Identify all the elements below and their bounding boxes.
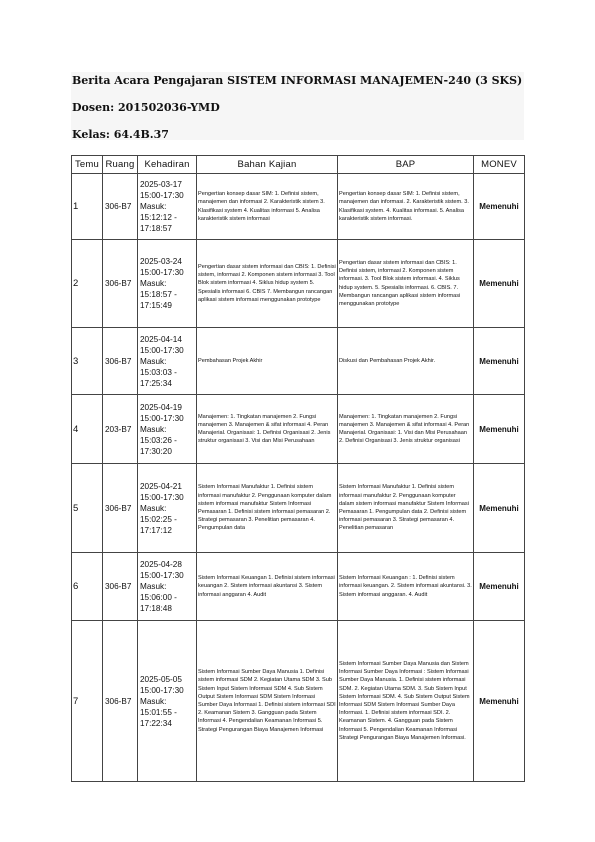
cell-bahan-kajian: Sistem Informasi Sumber Daya Manusia 1. Definisi sistem informasi SDM 2. Kegiatan Utama SDM 3. Sub Sistem Input Sistem Informasi SDM 4. Sub Sistem Output Sistem Informasi SDM Sistem Informasi Sumber Daya Informasi 1. Definisi sistem informasi SDI 2. Keamanan Sistem 3. Gangguan pada Sistem Informasi 4. Pengendalian Keamanan Informasi 5. Strategi Pengurangan Biaya Manajemen Informasi xyxy=(197,621,338,782)
cell-monev: Memenuhi xyxy=(474,464,525,553)
cell-temu: 7 xyxy=(72,621,103,782)
column-header-bap: BAP xyxy=(338,156,474,174)
cell-monev: Memenuhi xyxy=(474,174,525,240)
cell-bahan-kajian: Sistem Informasi Keuangan 1. Definisi sistem informasi keuangan 2. Sistem informasi akuntansi 3. Sistem informasi anggaran 4. Audit xyxy=(197,553,338,621)
cell-ruang: 306-B7 xyxy=(103,464,138,553)
table-row xyxy=(72,240,525,328)
table-row xyxy=(72,621,525,782)
cell-monev: Memenuhi xyxy=(474,621,525,782)
cell-temu: 5 xyxy=(72,464,103,553)
cell-bap: Sistem Informasi Keuangan : 1. Definisi sistem informasi keuangan. 2. Sistem informasi akuntansi. 3. Sistem informasi anggaran. 4. Audit xyxy=(338,553,474,621)
cell-bahan-kajian: Pembahasan Projek Akhir xyxy=(197,328,338,395)
report-title: Berita Acara Pengajaran SISTEM INFORMASI MANAJEMEN-240 (3 SKS) xyxy=(72,74,523,87)
cell-ruang: 306-B7 xyxy=(103,240,138,328)
cell-bahan-kajian: Sistem Informasi Manufaktur 1. Definisi sistem informasi manufaktur 2. Penggunaan komputer dalam sistem informasi manufaktur Sistem Informasi Pemasaran 1. Definisi sistem informasi pemasaran 2. Strategi pemasaran 3. Penelitian pemasaran 4. Pengumpulan data xyxy=(197,464,338,553)
attendance-table xyxy=(71,155,525,782)
column-header-monev: MONEV xyxy=(474,156,525,174)
table-header-row xyxy=(72,156,525,174)
cell-bap: Pengertian konsep dasar SIM: 1. Definisi sistem, manajemen dan informasi. 2. Karakteristik sistem. 3. Klasifikasi system. 4. Kualitas informasi. 5. Analisa karakteristik sistem informasi. xyxy=(338,174,474,240)
cell-kehadiran: 2025-04-28 15:00-17:30 Masuk: 15:06:00 - 17:18:48 xyxy=(138,553,197,621)
cell-monev: Memenuhi xyxy=(474,395,525,464)
cell-ruang: 203-B7 xyxy=(103,395,138,464)
cell-bahan-kajian: Pengertian konsep dasar SIM: 1. Definisi sistem, manajemen dan informasi 2. Karakteristik sistem 3. Klasifikasi system 4. Kualitas informasi 5. Analisa karakteristik sistem informasi xyxy=(197,174,338,240)
cell-ruang: 306-B7 xyxy=(103,174,138,240)
cell-bap: Sistem Informasi Sumber Daya Manusia dan Sistem Informasi Sumber Daya Informasi : Sistem Informasi Sumber Daya Manusia. 1. Definisi sistem informasi SDM. 2. Kegiatan Utama SDM. 3. Sub Sistem Input Sistem Informasi SDM. 4. Sub Sistem Output Sistem Informasi SDM Sistem Informasi Sumber Daya Informasi. 1. Definisi sistem informasi SDI. 2. Keamanan Sistem. 4. Gangguan pada Sistem Informasi 5. Pengendalian Keamanan Informasi Strategi Pengurangan Biaya Manajemen Informasi. xyxy=(338,621,474,782)
table-row xyxy=(72,464,525,553)
cell-monev: Memenuhi xyxy=(474,553,525,621)
cell-kehadiran: 2025-05-05 15:00-17:30 Masuk: 15:01:55 - 17:22:34 xyxy=(138,621,197,782)
cell-bap: Sistem Informasi Manufaktur 1. Definisi sistem informasi manufaktur 2. Penggunaan komputer dalam sistem informasi manufaktur Sistem Informasi Pemasaran 1. Pengumpulan data 2. Definisi sistem informasi pemasaran 3. Strategi pemasaran 4. Penelitian pemasaran xyxy=(338,464,474,553)
cell-bahan-kajian: Manajemen: 1. Tingkatan manajemen 2. Fungsi manajemen 3. Manajemen & sifat informasi 4. Peran Manajerial. Organisasi: 1. Definisi Organisasi 2. Jenis struktur organisasi 3. Visi dan Misi Perusahaan xyxy=(197,395,338,464)
column-header-kehadiran: Kehadiran xyxy=(138,156,197,174)
table-row xyxy=(72,395,525,464)
cell-temu: 6 xyxy=(72,553,103,621)
report-header xyxy=(71,72,524,140)
cell-ruang: 306-B7 xyxy=(103,621,138,782)
table-row xyxy=(72,553,525,621)
table-row xyxy=(72,174,525,240)
table-row xyxy=(72,328,525,395)
cell-bap: Diskusi dan Pembahasan Projek Akhir. xyxy=(338,328,474,395)
cell-kehadiran: 2025-03-17 15:00-17:30 Masuk: 15:12:12 - 17:18:57 xyxy=(138,174,197,240)
cell-ruang: 306-B7 xyxy=(103,328,138,395)
cell-kehadiran: 2025-04-19 15:00-17:30 Masuk: 15:03:26 - 17:30:20 xyxy=(138,395,197,464)
lecturer-label: Dosen: 201502036-YMD xyxy=(72,101,220,114)
column-header-temu: Temu xyxy=(72,156,103,174)
cell-bap: Manajemen: 1. Tingkatan manajemen 2. Fungsi manajemen 3. Manajemen & sifat informasi 4. Peran Manajerial. Organisasi: 1. Visi dan Misi Perusahaan 2. Definisi Organisasi 3. Jenis struktur organisasi xyxy=(338,395,474,464)
column-header-ruang: Ruang xyxy=(103,156,138,174)
cell-kehadiran: 2025-04-21 15:00-17:30 Masuk: 15:02:25 - 17:17:12 xyxy=(138,464,197,553)
cell-ruang: 306-B7 xyxy=(103,553,138,621)
cell-temu: 3 xyxy=(72,328,103,395)
cell-temu: 1 xyxy=(72,174,103,240)
cell-bahan-kajian: Pengertian dasar sistem informasi dan CBIS: 1. Definisi sistem, informasi 2. Komponen sistem informasi 3. Tool Blok sistem informasi 4. Siklus hidup system 5. Spesialis informasi 6. CBIS 7. Membangun rancangan aplikasi sistem informasi menggunakan prototype xyxy=(197,240,338,328)
cell-monev: Memenuhi xyxy=(474,328,525,395)
class-label: Kelas: 64.4B.37 xyxy=(72,128,169,141)
cell-temu: 2 xyxy=(72,240,103,328)
cell-temu: 4 xyxy=(72,395,103,464)
cell-bap: Pengertian dasar sistem informasi dan CBIS: 1. Definisi sistem, informasi 2. Komponen sistem informasi. 3. Tool Blok sistem informasi. 4. Siklus hidup system. 5. Spesialis informasi. 6. CBIS. 7. Membangun rancangan aplikasi sistem informasi menggunakan prototype xyxy=(338,240,474,328)
cell-kehadiran: 2025-04-14 15:00-17:30 Masuk: 15:03:03 - 17:25:34 xyxy=(138,328,197,395)
column-header-bahan-kajian: Bahan Kajian xyxy=(197,156,338,174)
cell-monev: Memenuhi xyxy=(474,240,525,328)
cell-kehadiran: 2025-03-24 15:00-17:30 Masuk: 15:18:57 - 17:15:49 xyxy=(138,240,197,328)
